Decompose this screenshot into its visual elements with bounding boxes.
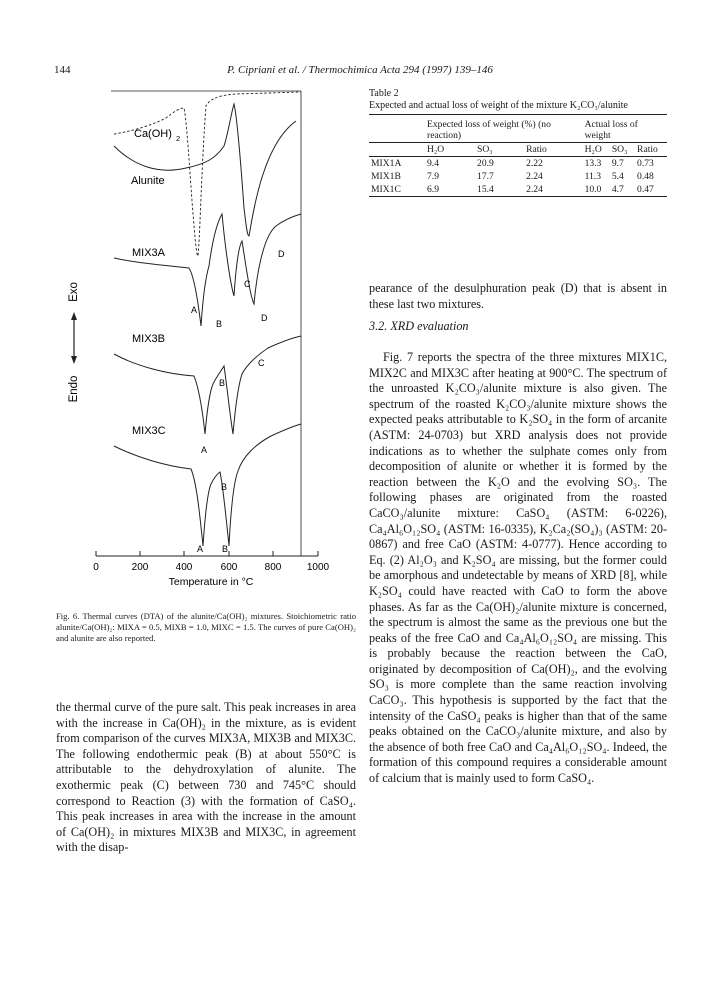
label-mix3b: MIX3B [132,333,166,345]
figure-caption: Fig. 6. Thermal curves (DTA) of the alunite/Ca(OH)₂ mixtures. Stoichiometric ratio alunite/Ca(OH)₂: MIXA = 0.5, MIXB = 1.0, MIXC = 1.5. The curves of pure Ca(OH)₂ and alunite are also reported. [56,611,356,643]
x-tick-label: 400 [175,562,193,573]
arrow-down-icon [71,356,77,364]
peak-label-b: B [216,319,223,329]
peak-label-b: B [219,378,226,388]
table-cell: 0.48 [637,171,654,182]
table-cell: 9.7 [611,158,624,169]
label-mix3a: MIX3A [132,247,166,259]
table-cell: 5.4 [611,171,624,182]
row-label: MIX1C [371,184,401,195]
subheader: H₂O [584,144,602,155]
right-column-top-text [369,281,667,312]
peak-label-a: A [191,305,198,315]
x-ticks [96,551,318,556]
table-cell: 6.9 [427,184,439,195]
curve-caoh2 [114,92,301,256]
table-cell: 15.4 [477,184,494,195]
table-row [369,157,667,171]
table-cell: 9.4 [427,158,439,169]
subheader: Ratio [637,144,658,155]
subheader: SO₃ [611,144,628,155]
table-cell: 2.22 [526,158,543,169]
table-cell: 17.7 [477,171,494,182]
table-subheader-row [369,143,667,157]
table-row [369,170,667,183]
table-row [369,183,667,197]
subheader: SO₃ [477,144,493,155]
group-header-actual: Actual loss of weight [584,119,638,141]
subheader: Ratio [526,144,547,155]
peak-label-a: A [197,544,204,554]
label-caoh2: Ca(OH) [134,128,172,140]
peak-label-d: D [261,313,268,323]
peak-label-a: A [201,445,208,455]
x-tick-label: 0 [93,562,99,573]
label-caoh2-subscript: 2 [176,134,181,143]
table-2 [369,88,667,197]
subheader: H₂O [427,144,445,155]
running-title: P. Cipriani et al. / Thermochimica Acta 294 (1997) 139–146 [227,64,493,76]
right-column-body-text [369,350,667,787]
arrow-up-icon [71,312,77,320]
x-tick-label: 600 [220,562,238,573]
table-cell: 4.7 [611,184,624,195]
table-cell: 7.9 [427,171,439,182]
curve-mix3a [114,214,301,326]
table-cell: 11.3 [584,171,601,182]
table-cell: 2.24 [526,184,543,195]
row-label: MIX1A [371,158,402,169]
group-header-expected: Expected loss of weight (%) (no reaction) [427,119,551,141]
dta-plot [56,86,356,606]
peak-label-c: C [244,279,251,289]
dta-figure [56,86,356,606]
x-axis-label: Temperature in °C [168,576,254,588]
table-cell: 0.73 [637,158,654,169]
section-heading: 3.2. XRD evaluation [369,319,469,333]
peak-label-d: D [278,249,285,259]
row-label: MIX1B [371,171,401,182]
x-tick-label: 200 [131,562,149,573]
table-cell: 13.3 [584,158,602,169]
peak-label-c: C [258,358,265,368]
peak-label-b: B [222,544,229,554]
table-group-header-row [369,115,667,143]
table-label: Table 2 [369,88,399,99]
curve-mix3c [114,424,301,546]
table-cell: 10.0 [584,184,602,195]
left-column-text [56,700,356,856]
y-axis-exo-label: Exo [68,282,80,302]
label-alunite: Alunite [131,175,165,187]
x-tick-label: 800 [264,562,282,573]
x-tick-label: 1000 [306,562,330,573]
curve-mix3b [114,336,301,434]
table-cell: 0.47 [637,184,654,195]
peak-label-b: B [221,482,228,492]
weight-loss-table [369,114,667,197]
page-number: 144 [54,64,71,76]
table-cell: 20.9 [477,158,494,169]
table-cell: 2.24 [526,171,543,182]
left-paragraph: the thermal curve of the pure salt. This peak increases in area with the increase in Ca(OH)₂ in the mixture, as is evident from comparison of the curves MIX3A, MIX3B and MIX3C. The following endothermic peak (B) at about 550°C is attributable to the dehydroxylation of alunite. The exothermic peak (C) between 730 and 745°C should correspond to Reaction (3) with the formation of CaSO₄. This peak increases in area with the increase in the amount of Ca(OH)₂ in mixtures MIX3B and MIX3C, in agreement with the disap- [56,700,356,855]
right-paragraph: Fig. 7 reports the spectra of the three mixtures MIX1C, MIX2C and MIX3C after heating at 900°C. The spectrum of the unroasted K₂CO₃/alunite mixture is also given. The spectrum of the roasted K₂CO₃/alunite mixture shows the expected peaks attributable to K₂SO₄ in the form of arcanite (ASTM: 24-0703) but XRD analysis does not provide indications as to whether the sulphate comes only from decomposition of alunite or whether it is formed by the reaction between the K₂O and the evolving SO₃. The following phases are originated from the roasted CaCO₃/alunite mixture: CaSO₄ (ASTM: 6-0226), Ca₄Al₆O₁₂SO₄ (ASTM: 16-0335), K₂Ca₂(SO₄)₃ (ASTM: 20-0867) and free CaO (ASTM: 4-0777). Hence according to Eq. (2) Al₂O₃ and K₂SO₄ are missing, but the former could be amorphous and undetectable by means of XRD [8], while K₂SO₄ could have reacted with CaO to form the above phases. As far as the Ca(OH)₂/alunite mixture is concerned, the spectrum is almost the same as the previous one but the peaks of the free CaO and Ca₄Al₆O₁₂SO₄ are missing. This is probably because the reaction between the CaO, originated by decomposition of Ca(OH)₂, and the evolving SO₃ is more complete than the same reaction involving CaCO₃. This hypothesis is supported by the fact that the intensity of the CaSO₄ peaks is higher than that of the same peaks obtained on the CaCO₃/alunite mixture, and also by the absence of both free CaO and Ca₄Al₆O₁₂SO₄. Indeed, the formation of this compound requires a considerable amount of calcium that is mainly used to form CaSO₄. [369,350,667,786]
right-paragraph-continued: pearance of the desulphuration peak (D) that is absent in these last two mixtures. [369,281,667,311]
table-title: Expected and actual loss of weight of the mixture K₂CO₃/alunite [369,100,628,111]
label-mix3c: MIX3C [132,425,166,437]
y-axis-endo-label: Endo [68,375,80,403]
